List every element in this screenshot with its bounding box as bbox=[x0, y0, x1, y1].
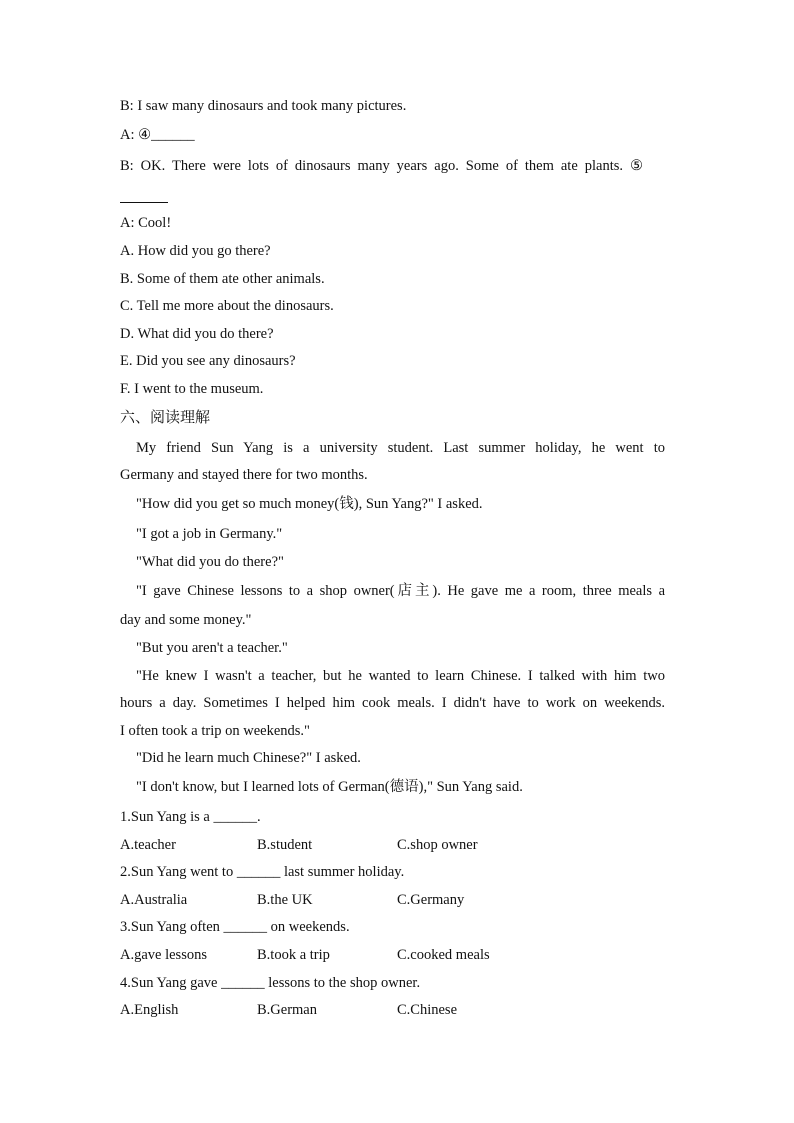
question-3-option-c: C.cooked meals bbox=[397, 947, 490, 963]
passage-line: hours a day. Sometimes I helped him cook meals. I didn't have to work on weekends. bbox=[120, 695, 665, 711]
passage-line: "I don't know, but I learned lots of German(德语)," Sun Yang said. bbox=[136, 779, 523, 795]
question-3-option-b: B.took a trip bbox=[257, 947, 330, 963]
passage-line: "How did you get so much money(钱), Sun Yang?" I asked. bbox=[136, 496, 483, 512]
question-1-option-a: A.teacher bbox=[120, 837, 176, 853]
question-2: 2.Sun Yang went to ______ last summer holiday. bbox=[120, 864, 405, 880]
question-1-option-b: B.student bbox=[257, 837, 313, 853]
dialogue-line-a4: A: ④______ bbox=[120, 127, 195, 143]
dialogue-line-b2: B: OK. There were lots of dinosaurs many years ago. Some of them ate plants. ⑤ bbox=[120, 158, 643, 174]
question-1-option-c: C.shop owner bbox=[397, 837, 478, 853]
question-2-option-c: C.Germany bbox=[397, 892, 465, 908]
option-c: C. Tell me more about the dinosaurs. bbox=[120, 298, 334, 314]
question-2-option-a: A.Australia bbox=[120, 892, 188, 908]
passage-line: I often took a trip on weekends." bbox=[120, 723, 310, 739]
dialogue-line-cool: A: Cool! bbox=[120, 215, 172, 231]
option-d: D. What did you do there? bbox=[120, 326, 274, 342]
passage-line: day and some money." bbox=[120, 612, 252, 628]
question-3: 3.Sun Yang often ______ on weekends. bbox=[120, 919, 350, 935]
question-4: 4.Sun Yang gave ______ lessons to the shop owner. bbox=[120, 975, 421, 991]
passage-line: Germany and stayed there for two months. bbox=[120, 467, 368, 483]
passage-line: My friend Sun Yang is a university student. Last summer holiday, he went to bbox=[136, 440, 665, 456]
passage-line: "I gave Chinese lessons to a shop owner(店主). He gave me a room, three meals a bbox=[136, 583, 665, 599]
option-a: A. How did you go there? bbox=[120, 243, 271, 259]
question-2-option-b: B.the UK bbox=[257, 892, 313, 908]
dialogue-line-b1: B: I saw many dinosaurs and took many pictures. bbox=[120, 98, 407, 114]
question-4-option-c: C.Chinese bbox=[397, 1002, 458, 1018]
section-title: 六、阅读理解 bbox=[120, 408, 211, 426]
passage-line: "What did you do there?" bbox=[136, 554, 284, 570]
question-4-option-a: A.English bbox=[120, 1002, 179, 1018]
question-3-option-a: A.gave lessons bbox=[120, 947, 207, 963]
question-1: 1.Sun Yang is a ______. bbox=[120, 809, 261, 825]
answer-blank-5 bbox=[120, 202, 168, 203]
passage-line: "He knew I wasn't a teacher, but he wanted to learn Chinese. I talked with him two bbox=[136, 668, 665, 684]
option-f: F. I went to the museum. bbox=[120, 381, 264, 397]
passage-line: "I got a job in Germany." bbox=[136, 526, 283, 542]
passage-line: "But you aren't a teacher." bbox=[136, 640, 288, 656]
option-b: B. Some of them ate other animals. bbox=[120, 271, 325, 287]
passage-line: "Did he learn much Chinese?" I asked. bbox=[136, 750, 361, 766]
question-4-option-b: B.German bbox=[257, 1002, 317, 1018]
option-e: E. Did you see any dinosaurs? bbox=[120, 353, 296, 369]
